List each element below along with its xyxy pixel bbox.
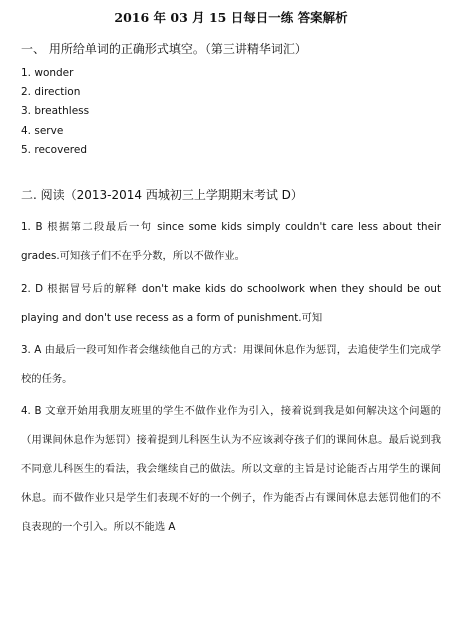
section-1-heading: 一、 用所给单词的正确形式填空。（第三讲精华词汇）: [21, 42, 307, 56]
explanation-paragraph-2: 2. D 根据冒号后的解释 don't make kids do schoolwork when they should be out playing and don't use recess as a form of punishment.可知: [21, 283, 441, 324]
section-2-heading: 二. 阅读（2013-2014 西城初三上学期期末考试 D）: [21, 188, 303, 202]
explanation-paragraph-3: 3. A 由最后一段可知作者会继续他自己的方式：用课间休息作为惩罚，去追使学生们完成学校的任务。: [21, 344, 441, 385]
answer-item-3: 3. breathless: [21, 105, 90, 117]
answer-item-4: 4. serve: [21, 125, 64, 137]
document-title: 2016 年 03 月 15 日每日一练 答案解析: [114, 10, 348, 25]
answer-item-1: 1. wonder: [21, 67, 74, 79]
answer-item-2: 2. direction: [21, 86, 81, 98]
explanation-paragraph-1: 1. B 根据第二段最后一句 since some kids simply couldn't care less about their grades.可知孩子们不在乎分数，所以不做作业。: [21, 221, 441, 262]
explanation-paragraph-4: 4. B 文章开始用我朋友班里的学生不做作业作为引入，接着说到我是如何解决这个问题的（用课间休息作为惩罚）接着提到儿科医生认为不应该剥夺孩子们的课间休息。最后说到我不同意儿科医生的看法，我会继续自己的做法。所以文章的主旨是讨论能否占用学生的课间休息。而不做作业只是学生们表现不好的一个例子，作为能否占有课间休息去惩罚他们的不良表现的一个引入。所以不能选 A: [21, 405, 441, 533]
answer-item-5: 5. recovered: [21, 144, 87, 156]
